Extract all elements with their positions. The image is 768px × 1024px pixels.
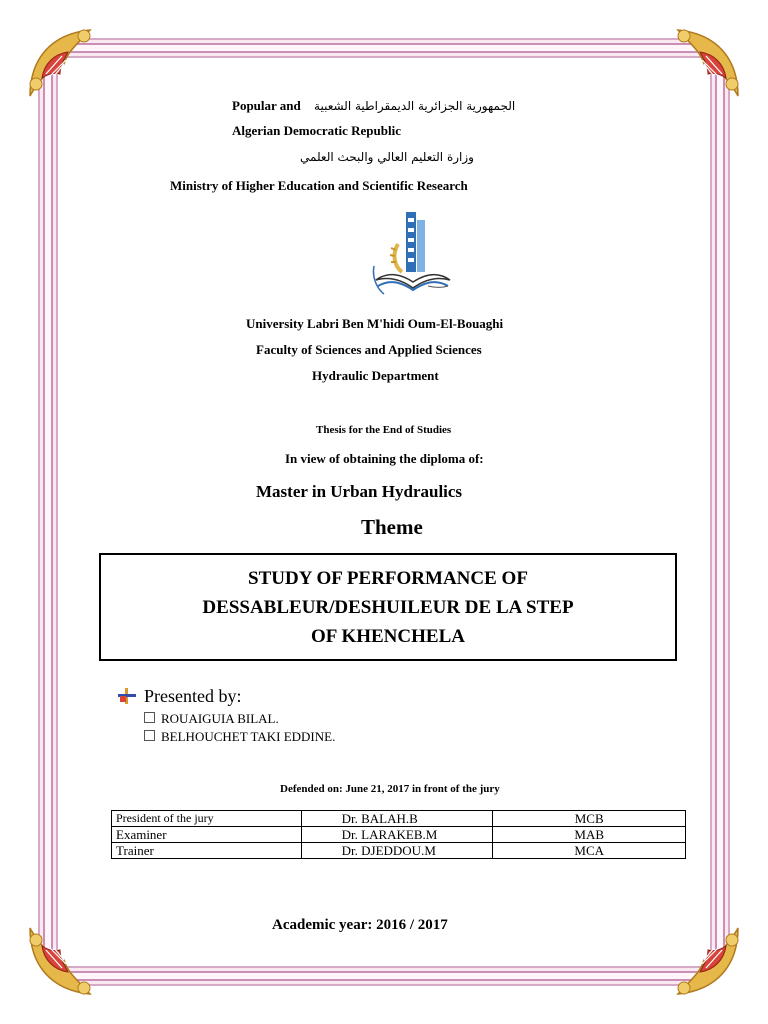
presenter-name: ROUAIGUIA BILAL. xyxy=(161,711,279,726)
theme-label: Theme xyxy=(361,515,423,539)
border-bottom xyxy=(62,966,706,986)
university-name: University Labri Ben M'hidi Oum-El-Bouaghi xyxy=(246,316,504,331)
thesis-type: Thesis for the End of Studies xyxy=(316,424,452,436)
country-name-line1 xyxy=(232,98,515,114)
department-name: Hydraulic Department xyxy=(312,368,439,383)
jury-name: Dr. BALAH.B xyxy=(301,811,493,827)
border-left xyxy=(38,62,58,962)
university-logo xyxy=(368,206,458,300)
table-row xyxy=(112,811,686,827)
faculty-name: Faculty of Sciences and Applied Sciences xyxy=(256,342,482,357)
defense-statement: Defended on: June 21, 2017 in front of the jury xyxy=(280,783,500,795)
corner-ornament-icon xyxy=(662,20,748,106)
checkbox-bullet-icon xyxy=(144,730,155,741)
country-name-english: Popular and xyxy=(232,98,301,113)
corner-ornament-icon xyxy=(662,918,748,1004)
presented-by-label: Presented by: xyxy=(144,686,242,706)
thesis-title-line: DESSABLEUR/DESHUILEUR DE LA STEP xyxy=(202,596,574,618)
table-row xyxy=(112,827,686,843)
presenter-item xyxy=(144,729,335,745)
jury-name: Dr. DJEDDOU.M xyxy=(301,843,493,859)
jury-name: Dr. LARAKEB.M xyxy=(301,827,493,843)
thesis-title-line: STUDY OF PERFORMANCE OF xyxy=(248,567,528,589)
jury-role: Examiner xyxy=(112,827,302,843)
jury-role: Trainer xyxy=(112,843,302,859)
border-right xyxy=(710,62,730,962)
presenter-item xyxy=(144,711,279,727)
presenter-name: BELHOUCHET TAKI EDDINE. xyxy=(161,729,336,744)
ministry-name: Ministry of Higher Education and Scientific Research xyxy=(170,178,468,193)
thesis-purpose: In view of obtaining the diploma of: xyxy=(285,451,484,466)
thesis-title xyxy=(202,564,573,651)
checkbox-bullet-icon xyxy=(144,712,155,723)
jury-grade: MAB xyxy=(493,827,686,843)
border-top xyxy=(62,38,706,58)
jury-grade: MCB xyxy=(493,811,686,827)
table-row xyxy=(112,843,686,859)
thesis-title-box xyxy=(99,553,677,661)
jury-role: President of the jury xyxy=(112,811,302,827)
bullet-icon xyxy=(118,688,136,704)
academic-year: Academic year: 2016 / 2017 xyxy=(272,917,448,933)
corner-ornament-icon xyxy=(20,20,106,106)
ministry-name-arabic: وزارة التعليم العالي والبحث العلمي xyxy=(300,150,474,164)
country-name-arabic: الجمهورية الجزائرية الديمقراطية الشعبية xyxy=(314,99,516,113)
degree-name: Master in Urban Hydraulics xyxy=(256,482,463,501)
jury-table xyxy=(111,810,686,859)
thesis-title-line: OF KHENCHELA xyxy=(311,625,465,647)
presented-by-heading xyxy=(118,686,241,707)
country-name-line2: Algerian Democratic Republic xyxy=(232,123,401,138)
corner-ornament-icon xyxy=(20,918,106,1004)
jury-grade: MCA xyxy=(493,843,686,859)
